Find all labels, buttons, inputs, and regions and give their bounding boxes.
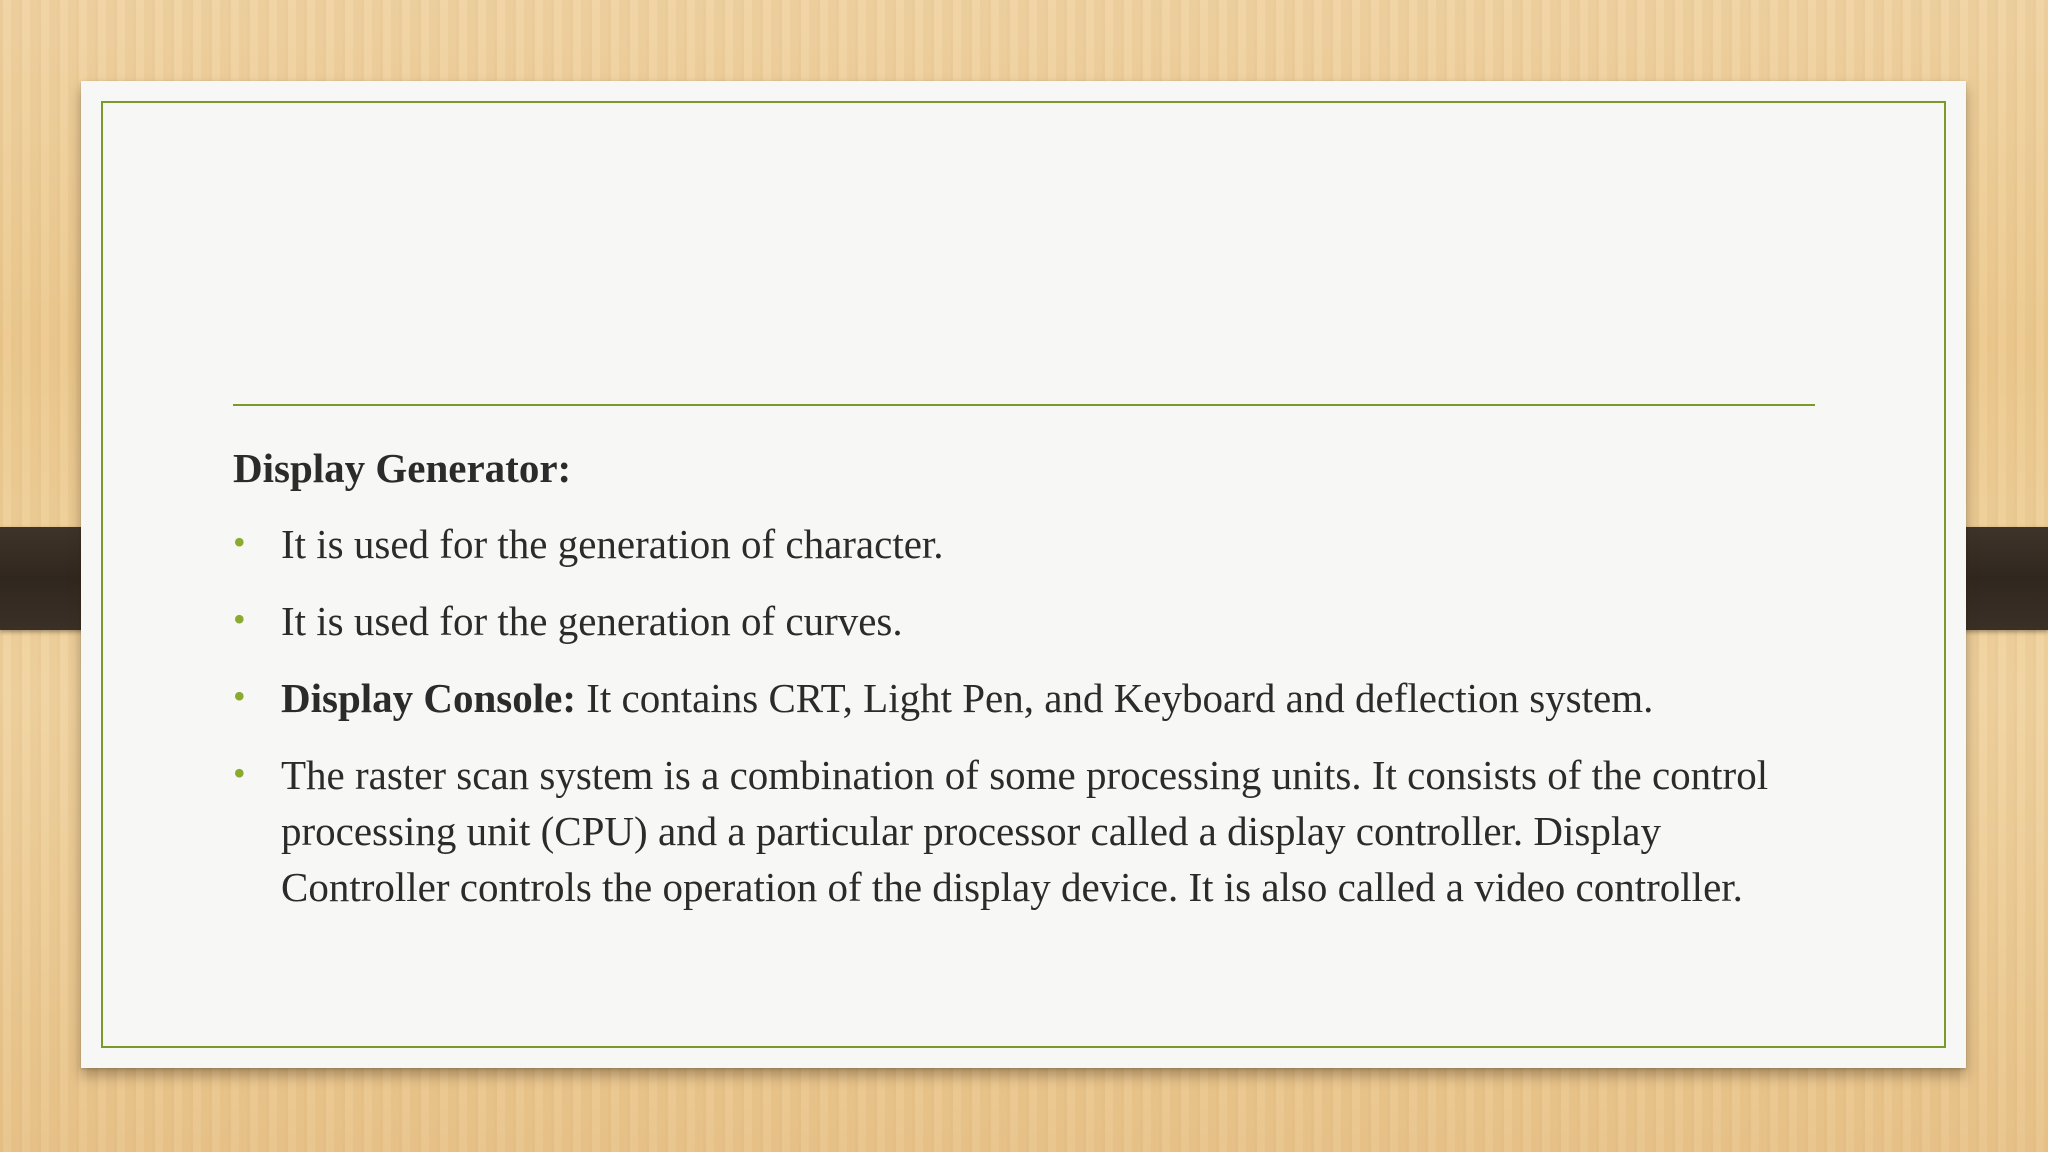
bullet-icon: • (233, 522, 246, 562)
list-item (233, 747, 1833, 915)
bullet-text: It contains CRT, Light Pen, and Keyboard and deflection system. (576, 675, 1654, 721)
list-item (233, 670, 1833, 726)
bullet-icon: • (233, 676, 246, 716)
bullet-text: It is used for the generation of curves. (281, 598, 903, 644)
slide-content (233, 440, 1833, 936)
title-divider (233, 404, 1815, 406)
bullet-text: The raster scan system is a combination of some processing units. It consists of the control processing unit (CPU) and a particular processor called a display controller. Display Controller controls the operation of the display device. It is also called a video controller. (281, 752, 1769, 910)
bullet-bold-label: Display Console: (281, 675, 577, 721)
list-item (233, 516, 1833, 572)
list-item (233, 593, 1833, 649)
section-heading: Display Generator: (233, 445, 572, 491)
bullet-icon: • (233, 753, 246, 793)
bullet-icon: • (233, 599, 246, 639)
bullet-text: It is used for the generation of character. (281, 521, 944, 567)
bullet-list (233, 516, 1833, 915)
